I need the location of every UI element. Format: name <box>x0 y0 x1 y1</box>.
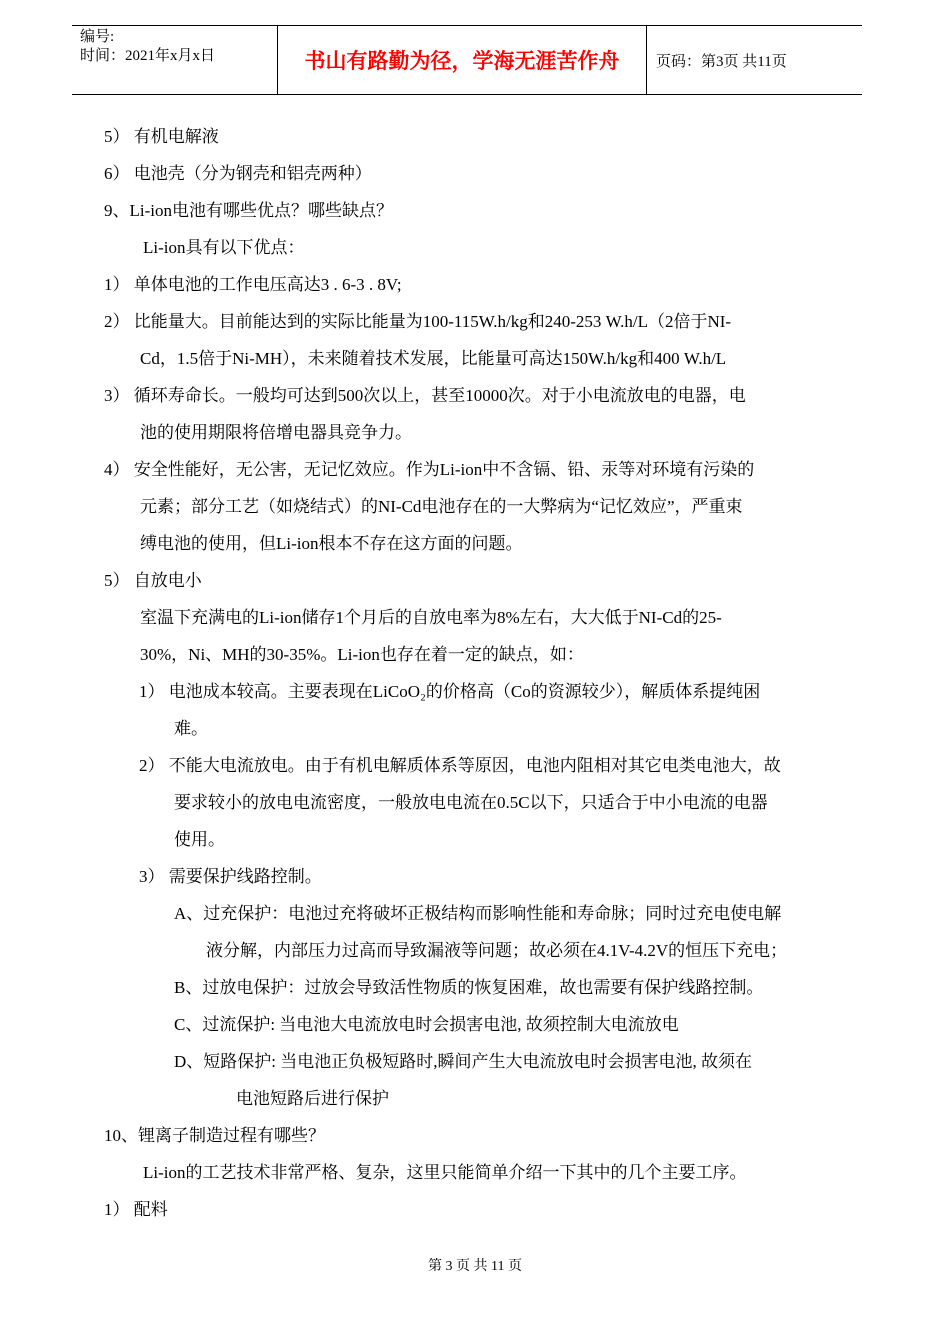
header-motto: 书山有路勤为径，学海无涯苦作舟 <box>278 26 647 94</box>
sublist-item: 2） 不能大电流放电。由于有机电解质体系等原因，电池内阻相对其它电类电池大，故 <box>139 756 781 775</box>
page-header <box>72 25 862 95</box>
paragraph-line: Li-ion的工艺技术非常严格、复杂，这里只能简单介绍一下其中的几个主要工序。 <box>143 1163 747 1182</box>
protection-item: A、过充保护：电池过充将破坏正极结构而影响性能和寿命脉；同时过充电使电解 <box>174 904 782 923</box>
list-item: 4） 安全性能好，无公害，无记忆效应。作为Li-ion中不含镉、铅、汞等对环境有污染的 <box>104 460 755 479</box>
paragraph-line: 液分解，内部压力过高而导致漏液等问题；故必须在4.1V-4.2V的恒压下充电； <box>206 941 788 960</box>
list-item: 5） 有机电解液 <box>104 127 219 146</box>
list-item: 1） 单体电池的工作电压高达3 . 6-3 . 8V; <box>104 275 402 294</box>
paragraph-line: 要求较小的放电电流密度，一般放电电流在0.5C以下，只适合于中小电流的电器 <box>174 793 768 812</box>
list-item: 5） 自放电小 <box>104 571 202 590</box>
paragraph-line: 30%，Ni、MH的30-35%。Li-ion也存在着一定的缺点，如： <box>140 645 584 664</box>
list-item: 1） 配料 <box>104 1200 168 1219</box>
list-item: 6） 电池壳（分为钢壳和铝壳两种） <box>104 164 372 183</box>
paragraph-line: Cd，1.5倍于Ni-MH），未来随着技术发展，比能量可高达150W.h/kg和400 W.h/L <box>140 349 727 368</box>
paragraph-line: 使用。 <box>174 830 225 849</box>
paragraph-line: 电池短路后进行保护 <box>236 1089 389 1108</box>
paragraph-line: 难。 <box>174 719 208 738</box>
protection-item: D、短路保护: 当电池正负极短路时,瞬间产生大电流放电时会损害电池, 故须在 <box>174 1052 752 1071</box>
paragraph-line: Li-ion具有以下优点： <box>143 238 305 257</box>
doc-number-label: 编号: <box>80 29 115 45</box>
paragraph-line: 池的使用期限将倍增电器具竞争力。 <box>140 423 412 442</box>
question-heading: 9、Li-ion电池有哪些优点？哪些缺点？ <box>104 201 393 220</box>
paragraph-line: 室温下充满电的Li-ion储存1个月后的自放电率为8%左右，大大低于NI-Cd的25- <box>140 608 722 627</box>
list-item: 2） 比能量大。目前能达到的实际比能量为100-115W.h/kg和240-253 W.h/L（2倍于NI- <box>104 312 732 331</box>
header-meta-cell <box>72 26 278 94</box>
page-footer: 第 3 页 共 11 页 <box>428 1259 522 1274</box>
paragraph-line: 缚电池的使用，但Li-ion根本不存在这方面的问题。 <box>140 534 523 553</box>
paragraph-line: 元素；部分工艺（如烧结式）的NI-Cd电池存在的一大弊病为“记忆效应”，严重束 <box>140 497 743 516</box>
question-heading: 10、锂离子制造过程有哪些？ <box>104 1126 325 1145</box>
sublist-item: 1） 电池成本较高。主要表现在LiCoO₂的价格高（Co的资源较少），解质体系提纯困 <box>139 682 761 701</box>
time-label: 时间：2021年x月x日 <box>80 48 216 64</box>
sublist-item: 3） 需要保护线路控制。 <box>139 867 322 886</box>
header-page-info: 页码：第3页 共11页 <box>656 53 787 70</box>
list-item: 3） 循环寿命长。一般均可达到500次以上，甚至10000次。对于小电流放电的电器，电 <box>104 386 746 405</box>
protection-item: C、过流保护: 当电池大电流放电时会损害电池, 故须控制大电流放电 <box>174 1015 679 1034</box>
protection-item: B、过放电保护：过放会导致活性物质的恢复困难，故也需要有保护线路控制。 <box>174 978 764 997</box>
